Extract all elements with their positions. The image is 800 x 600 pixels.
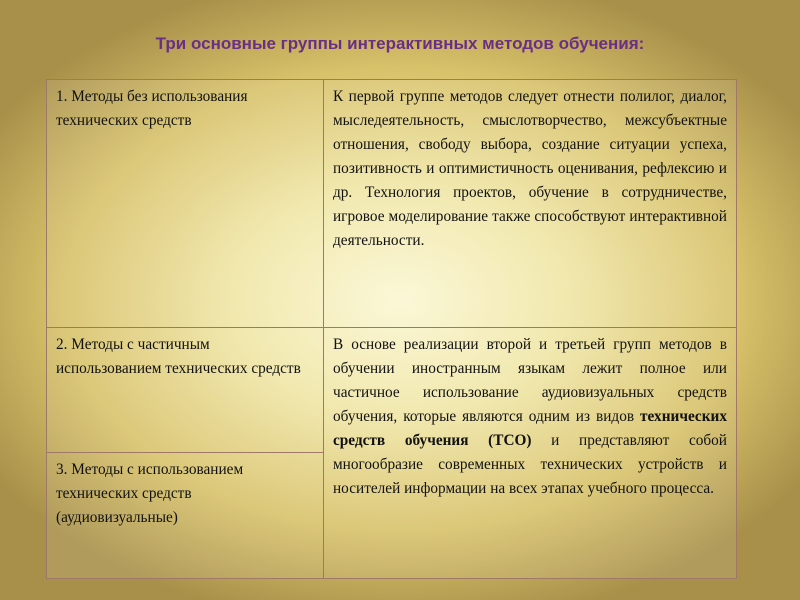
description-highlight-tso: технических средств обучения (ТСО) [333, 408, 727, 449]
method-groups-2-3-description [324, 328, 737, 579]
table-row [47, 328, 737, 453]
slide-title: Три основные группы интерактивных методов обучения: [155, 34, 645, 53]
methods-table [46, 79, 737, 579]
method-group-2-label: 2. Методы с частичным использованием технических средств [47, 328, 324, 453]
method-group-1-label: 1. Методы без использования технических средств [47, 80, 324, 328]
method-group-3-label: 3. Методы с использованием технических средств (аудиовизуальные) [47, 453, 324, 579]
table-row [47, 80, 737, 328]
description-text-start: В основе реализации второй и третьей групп методов в обучении иностранным языкам лежит полное или частичное использование аудиовизуальных средств обучения, которые являются одним из видов [333, 336, 727, 425]
method-group-1-description: К первой группе методов следует отнести полилог, диалог, мыследеятельность, смыслотворчество, межсубъектные отношения, свободу выбора, создание ситуации успеха, позитивность и оптимистичность оценивания, рефлексию и др. Технология проектов, обучение в сотрудничестве, игровое моделирование также способствуют интерактивной деятельности. [324, 80, 737, 328]
description-text-end: и представляют собой многообразие современных технических устройств и носителей информации на всех этапах учебного процесса. [333, 432, 727, 497]
